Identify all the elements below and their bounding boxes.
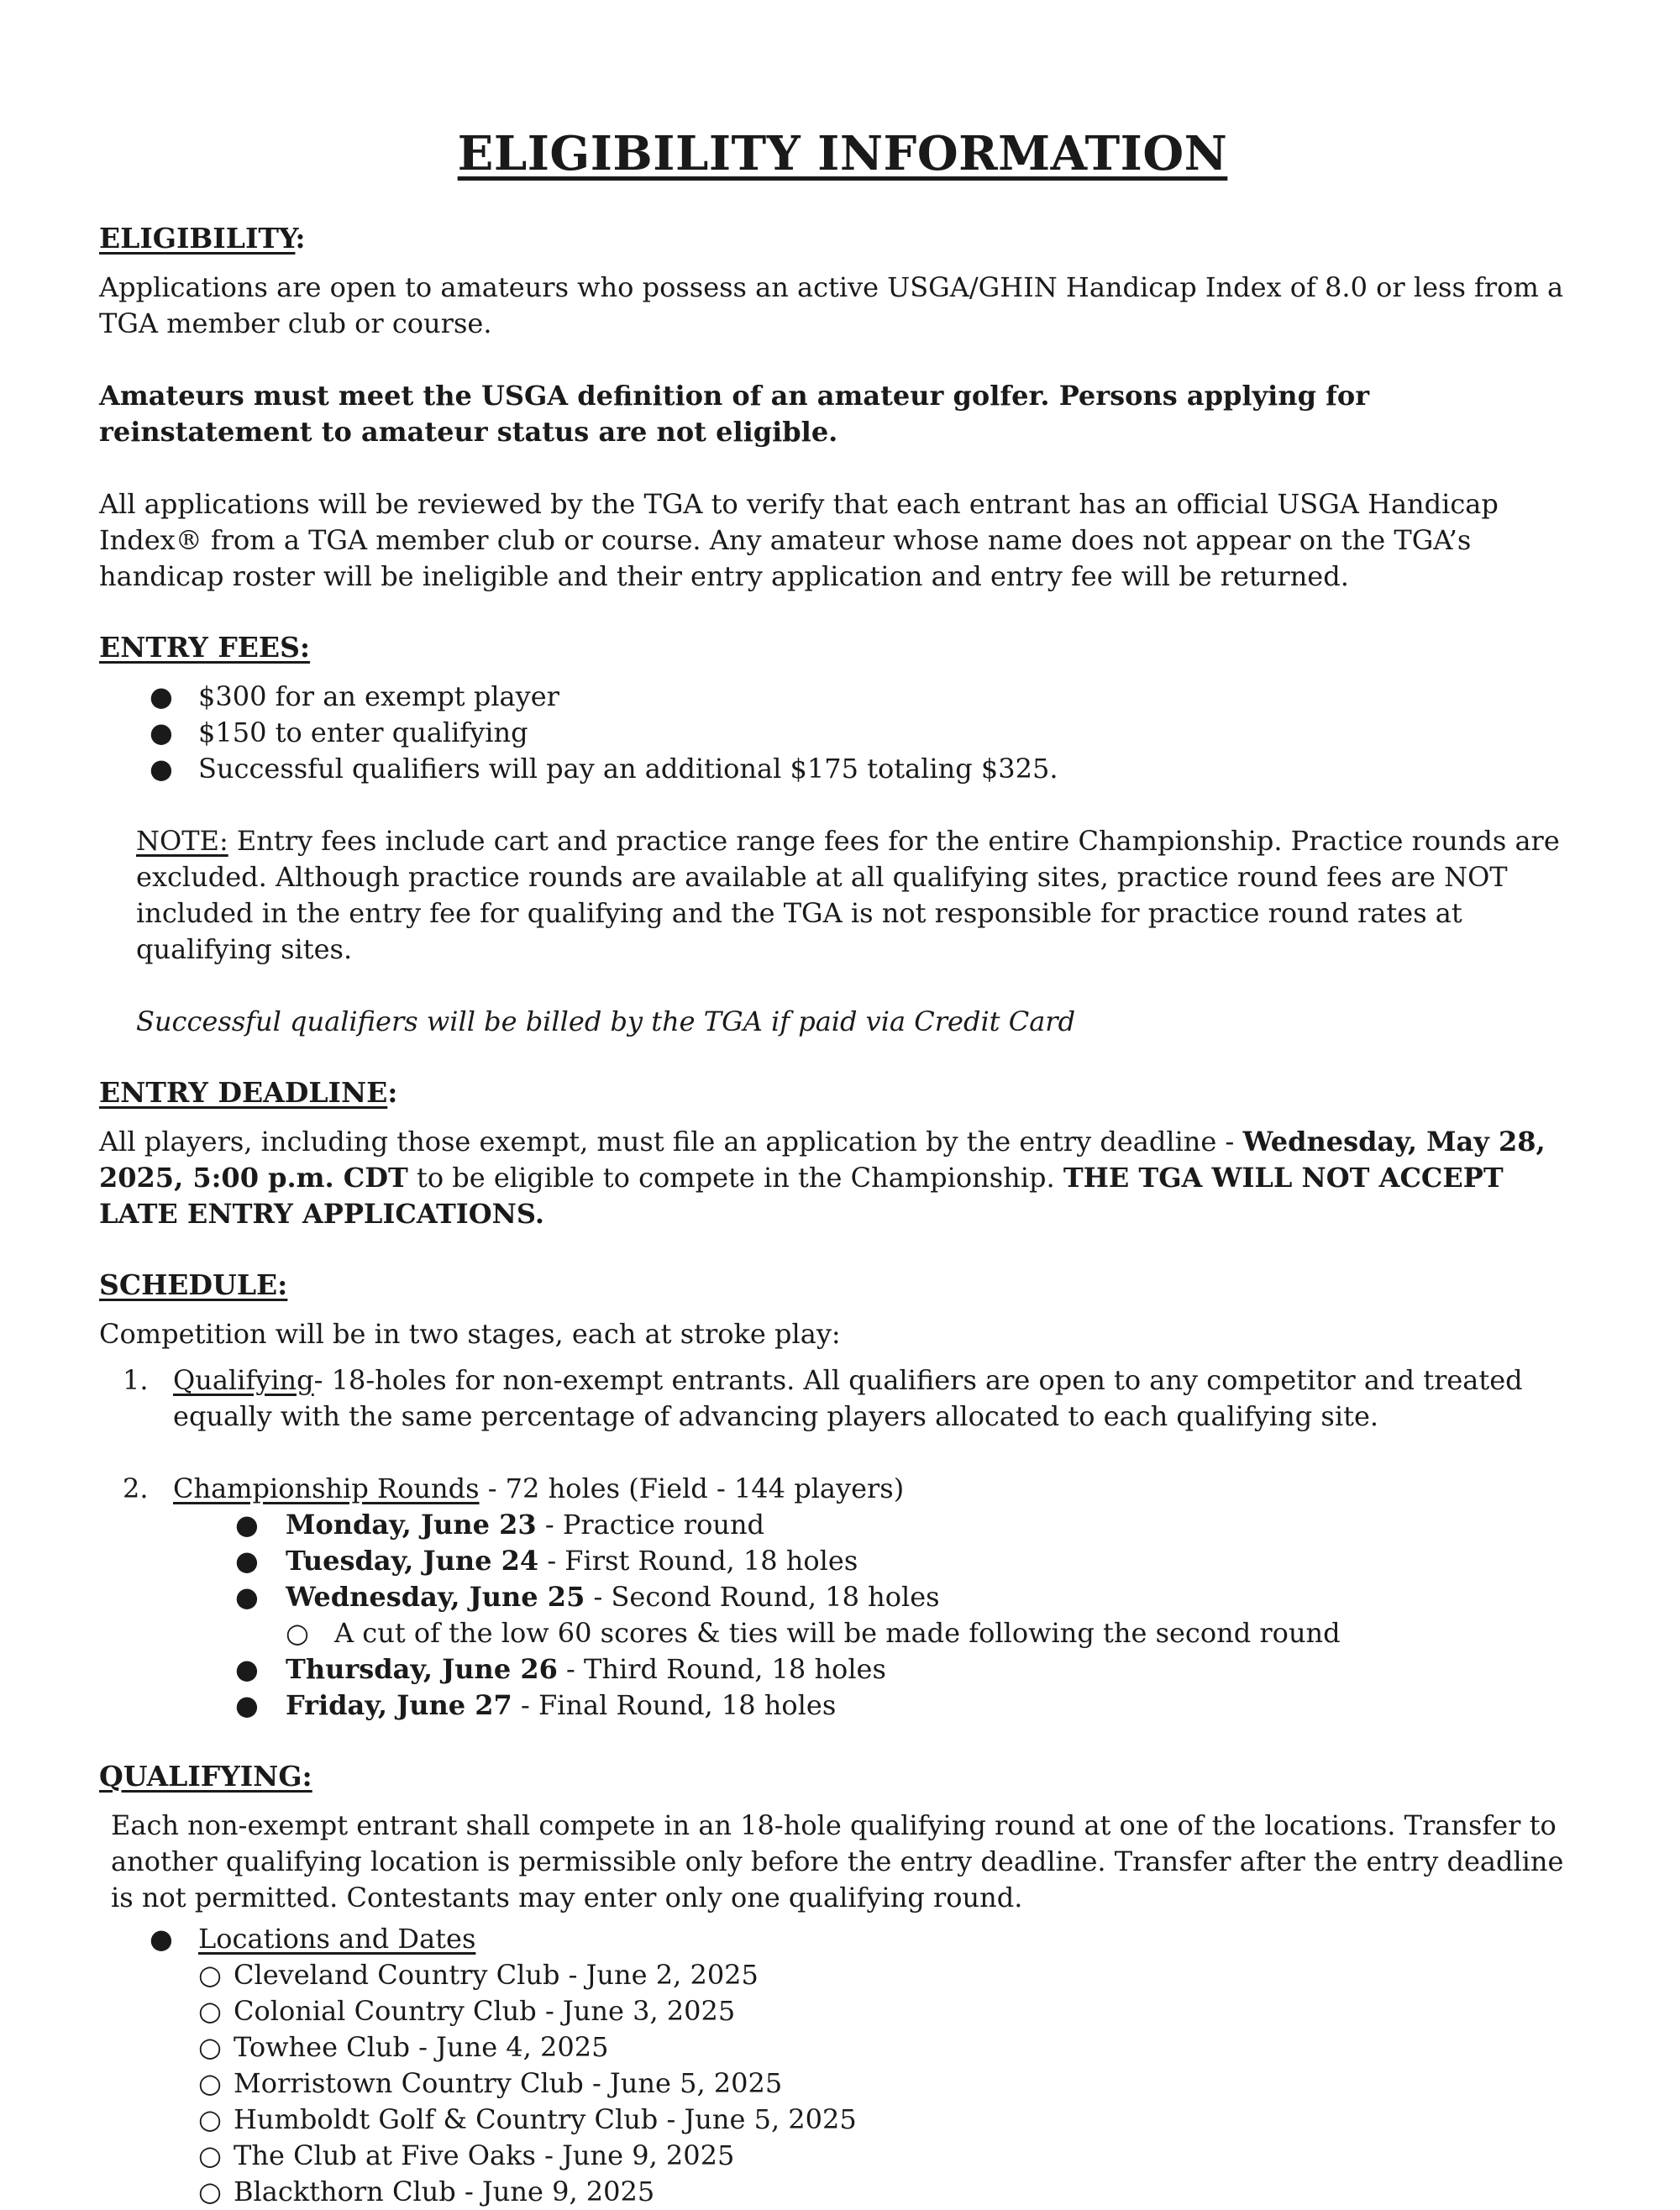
bullet-icon: ● [150,680,173,712]
list-item: ● Tuesday, June 24 - First Round, 18 holes [99,1543,1586,1579]
stage-label: Qualifying [173,1364,314,1396]
list-item: ● Thursday, June 26 - Third Round, 18 holes [99,1651,1586,1688]
entry-fees-heading [99,631,1586,664]
stage-number: 1. [123,1364,149,1396]
eligibility-paragraph-1: Applications are open to amateurs who possess an active USGA/GHIN Handicap Index of 8.0 or less from a TGA member club or course. [99,271,1564,339]
list-item: ● Monday, June 23 - Practice round [99,1507,1586,1543]
schedule-heading [99,1268,1586,1301]
stage-label: Championship Rounds [173,1472,480,1504]
bullet-icon: ● [235,1689,259,1721]
schedule-heading-text: SCHEDULE: [99,1268,288,1301]
qualifying-paragraph: Each non-exempt entrant shall compete in an 18-hole qualifying round at one of the locations. Transfer to another qualifying location is permissible only before the entry deadline. Transfer after the entry deadline is not permitted. Contestants may enter only one qualifying round. [111,1809,1564,1913]
list-item: ● Wednesday, June 25 - Second Round, 18 holes [99,1579,1586,1615]
circle-bullet-icon: ○ [198,1959,222,1991]
eligibility-heading-colon: : [295,222,306,255]
stage-text: - 18-holes for non-exempt entrants. All qualifiers are open to any competitor and treated equally with the same percentage of advancing players allocated to each qualifying site. [173,1364,1523,1432]
list-item: ○ The Club at Five Oaks - June 9, 2025 [99,2138,1586,2174]
bullet-icon: ● [235,1653,259,1685]
bullet-icon: ● [235,1509,259,1541]
list-item: ● $150 to enter qualifying [99,715,1586,751]
entry-deadline-paragraph: All players, including those exempt, must file an application by the entry deadline - Wednesday, May 28, 2025, 5:00 p.m. CDT to be eligible to compete in the Championship. THE TGA WILL NOT ACCEPT LATE ENTRY APPLICATIONS. [99,1126,1546,1230]
list-item: ● $300 for an exempt player [99,679,1586,715]
bullet-icon: ● [235,1581,259,1613]
stage-text: - 72 holes (Field - 144 players) [479,1472,905,1504]
bullet-icon: ● [150,753,173,785]
qualifying-block [99,1808,1586,1916]
list-item: ○ Humboldt Golf & Country Club - June 5, 2025 [99,2102,1586,2138]
entry-fees-note-block [99,823,1586,1040]
list-item: ○ Morristown Country Club - June 5, 2025 [99,2066,1586,2102]
note-text: Entry fees include cart and practice range fees for the entire Championship. Practice rounds are excluded. Although practice rounds are available at all qualifying sites, practice round fees are NOT included in the entry fee for qualifying and the TGA is not responsible for practice round rates at qualifying sites. [136,825,1560,965]
bullet-icon: ● [150,1923,173,1955]
schedule-stage-qualifying [99,1362,1586,1435]
list-item: ● Successful qualifiers will pay an additional $175 totaling $325. [99,751,1586,787]
late-entry-warning: THE TGA WILL NOT ACCEPT LATE ENTRY APPLICATIONS. [99,1162,1504,1230]
list-item: ● Friday, June 27 - Final Round, 18 holes [99,1688,1586,1724]
entry-fees-note [136,823,1586,968]
qualifying-locations-list [99,1921,1586,2210]
locations-label-item: ● Locations and Dates [99,1921,1586,1957]
championship-rounds-list [99,1507,1586,1724]
schedule-intro: Competition will be in two stages, each at stroke play: [99,1318,841,1350]
page-title: ELIGIBILITY INFORMATION [457,126,1228,181]
list-item: ○ Towhee Club - June 4, 2025 [99,2029,1586,2066]
list-item: ○ Colonial Country Club - June 3, 2025 [99,1993,1586,2029]
list-item: ○ Cleveland Country Club - June 2, 2025 [99,1957,1586,1993]
billing-note: Successful qualifiers will be billed by the TGA if paid via Credit Card [136,1005,1076,1037]
note-label: NOTE: [136,825,228,857]
circle-bullet-icon: ○ [198,2103,222,2135]
eligibility-heading-text: ELIGIBILITY [99,222,296,255]
eligibility-paragraph-3: All applications will be reviewed by the TGA to verify that each entrant has an official USGA Handicap Index® from a TGA member club or course. Any amateur whose name does not appear on the TGA’s handicap roster will be ineligible and their entry application and entry fee will be returned. [99,488,1499,592]
eligibility-paragraph-2: Amateurs must meet the USGA definition of an amateur golfer. Persons applying for reinstatement to amateur status are not eligible. [99,380,1370,448]
entry-fees-list [99,679,1586,787]
deadline-date: Wednesday, May 28, 2025, 5:00 p.m. CDT [99,1126,1546,1194]
eligibility-heading [99,222,1586,255]
entry-deadline-heading-text: ENTRY DEADLINE [99,1076,388,1109]
cut-note: ○ A cut of the low 60 scores & ties will be made following the second round [99,1615,1586,1651]
qualifying-heading-text: QUALIFYING: [99,1760,312,1793]
circle-bullet-icon: ○ [198,1995,222,2027]
entry-fees-heading-text: ENTRY FEES: [99,631,311,664]
entry-deadline-heading [99,1076,1586,1109]
document-page [99,126,1586,2210]
circle-bullet-icon: ○ [198,2139,222,2171]
circle-bullet-icon: ○ [198,2176,222,2207]
qualifying-heading [99,1760,1586,1793]
entry-deadline-heading-colon: : [387,1076,398,1109]
stage-number: 2. [123,1472,149,1504]
schedule-stage-championship [99,1471,1586,1507]
bullet-icon: ● [235,1545,259,1577]
circle-bullet-icon: ○ [198,2067,222,2099]
circle-bullet-icon: ○ [198,2031,222,2063]
circle-bullet-icon: ○ [286,1617,309,1649]
list-item: ○ Blackthorn Club - June 9, 2025 [99,2174,1586,2210]
bullet-icon: ● [150,717,173,748]
